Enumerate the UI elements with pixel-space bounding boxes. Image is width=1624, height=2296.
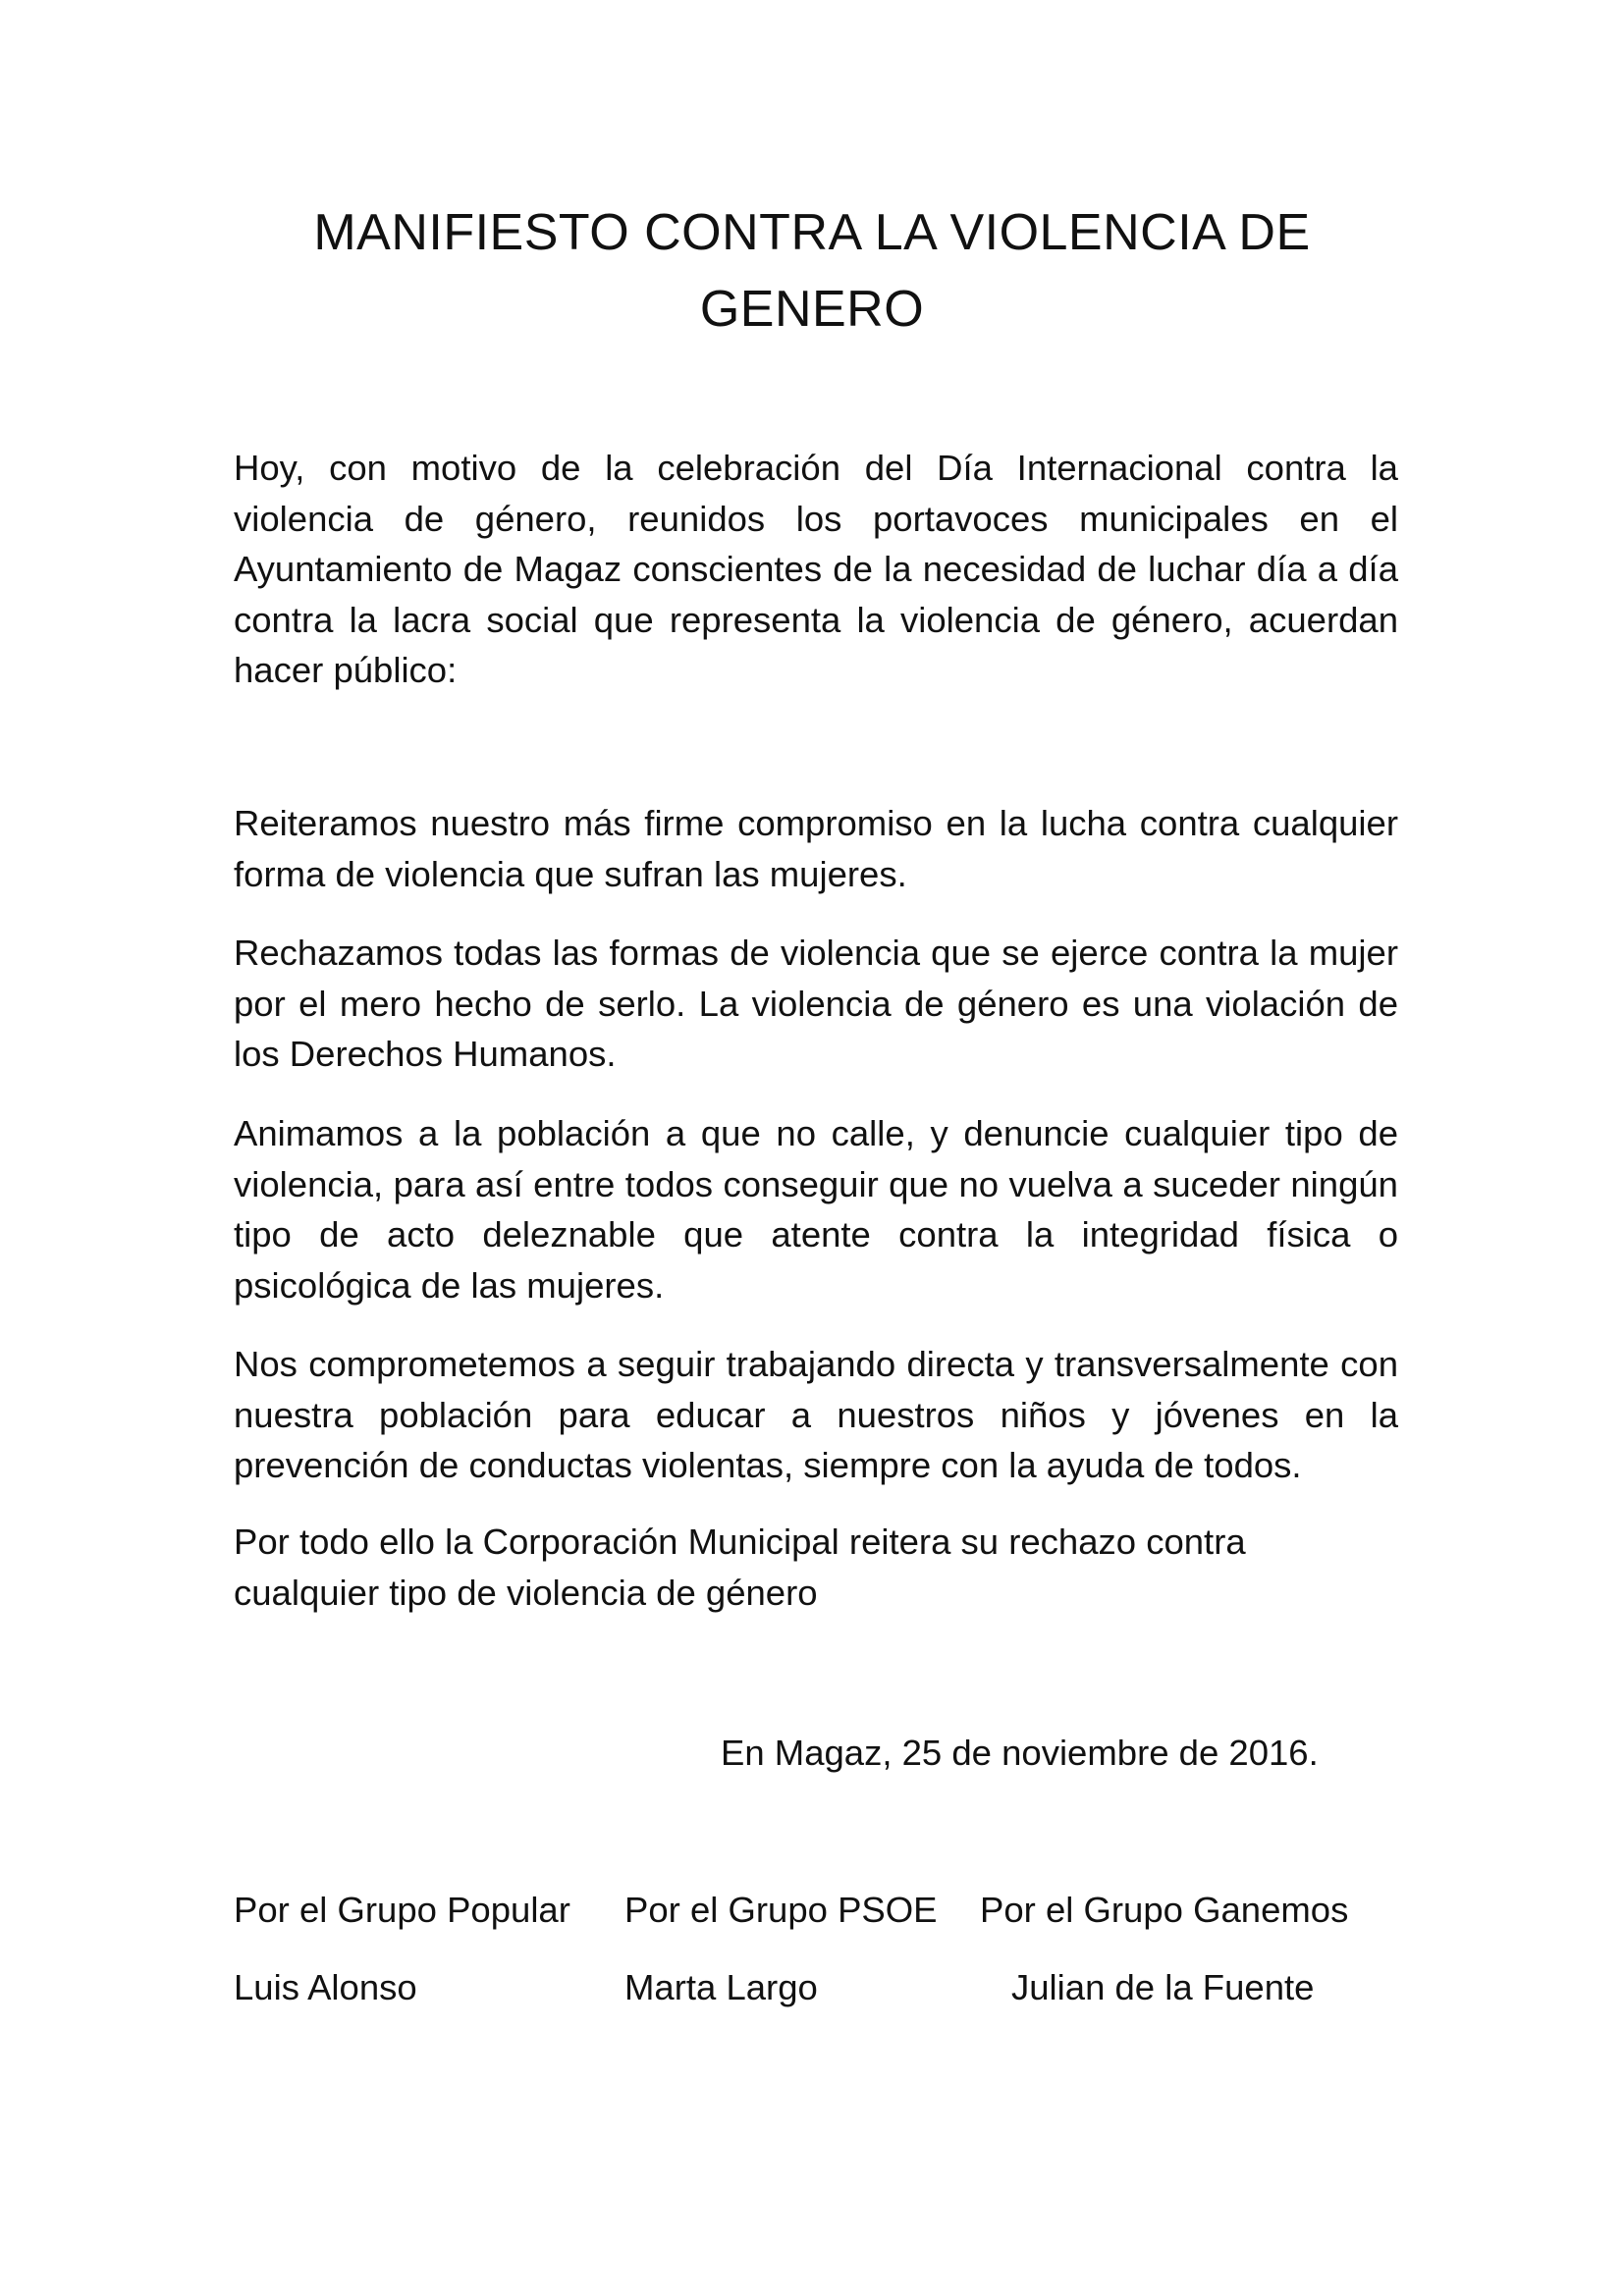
paragraph-commitment: Reiteramos nuestro más firme compromiso en la lucha contra cualquier forma de violencia que sufran las mujeres.	[234, 803, 1398, 894]
paragraph-rejection: Rechazamos todas las formas de violencia que se ejerce contra la mujer por el mero hecho de serlo. La violencia de género es una violación de los Derechos Humanos.	[234, 933, 1398, 1074]
signatory-name-popular: Luis Alonso	[234, 1967, 417, 2007]
signatory-name-ganemos: Julian de la Fuente	[1011, 1967, 1315, 2007]
document-title-line-1: MANIFIESTO CONTRA LA VIOLENCIA DE	[313, 204, 1311, 261]
document-title-line-2: GENERO	[699, 281, 925, 338]
date-line: En Magaz, 25 de noviembre de 2016.	[721, 1733, 1319, 1773]
signatory-group-psoe: Por el Grupo PSOE	[624, 1890, 938, 1930]
signatory-name-psoe: Marta Largo	[624, 1967, 818, 2007]
paragraph-education: Nos comprometemos a seguir trabajando directa y transversalmente con nuestra población para educar a nuestros niños y jóvenes en la prevención de conductas violentas, siempre con la ayuda de todos.	[234, 1344, 1398, 1485]
signatory-group-ganemos: Por el Grupo Ganemos	[980, 1890, 1349, 1930]
signatory-group-popular: Por el Grupo Popular	[234, 1890, 570, 1930]
document-title	[196, 194, 1428, 347]
paragraph-encouragement: Animamos a la población a que no calle, y denuncie cualquier tipo de violencia, para así entre todos conseguir que no vuelva a suceder ningún tipo de acto deleznable que atente contra la integridad física o psicológica de las mujeres.	[234, 1113, 1398, 1306]
paragraph-conclusion: Por todo ello la Corporación Municipal reitera su rechazo contra cualquier tipo de violencia de género	[234, 1522, 1246, 1613]
intro-paragraph: Hoy, con motivo de la celebración del Día Internacional contra la violencia de género, reunidos los portavoces municipales en el Ayuntamiento de Magaz conscientes de la necesidad de luchar día a día contra la lacra social que representa la violencia de género, acuerdan hacer público:	[234, 448, 1398, 690]
